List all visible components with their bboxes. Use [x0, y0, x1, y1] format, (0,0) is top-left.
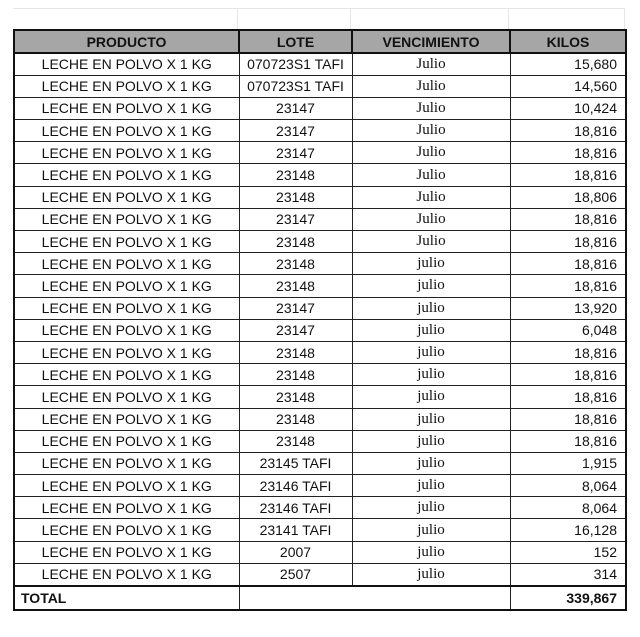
cell-lote: 23145 TAFI: [239, 452, 352, 474]
cell-producto: LECHE EN POLVO X 1 KG: [14, 341, 239, 363]
cell-producto: LECHE EN POLVO X 1 KG: [14, 297, 239, 319]
cell-kilos: 18,816: [510, 275, 626, 297]
cell-kilos: 314: [510, 563, 626, 585]
cell-kilos: 18,816: [510, 142, 626, 164]
cell-vencimiento: julio: [352, 275, 510, 297]
total-value: 339,867: [510, 586, 626, 610]
table-row: [14, 341, 626, 363]
header-kilos: KILOS: [510, 30, 626, 53]
header-producto: PRODUCTO: [14, 30, 239, 53]
cell-vencimiento: Julio: [352, 53, 510, 75]
cell-producto: LECHE EN POLVO X 1 KG: [14, 97, 239, 119]
cell-vencimiento: julio: [352, 319, 510, 341]
cell-vencimiento: Julio: [352, 186, 510, 208]
cell-producto: LECHE EN POLVO X 1 KG: [14, 319, 239, 341]
total-label: TOTAL: [14, 586, 239, 610]
cell-vencimiento: Julio: [352, 97, 510, 119]
table-row: [14, 497, 626, 519]
cell-producto: LECHE EN POLVO X 1 KG: [14, 519, 239, 541]
table-row: [14, 430, 626, 452]
cell-vencimiento: julio: [352, 386, 510, 408]
cell-kilos: 14,560: [510, 75, 626, 97]
cell-producto: LECHE EN POLVO X 1 KG: [14, 253, 239, 275]
cell-producto: LECHE EN POLVO X 1 KG: [14, 364, 239, 386]
table-row: [14, 208, 626, 230]
table-row: [14, 319, 626, 341]
cell-lote: 23147: [239, 97, 352, 119]
cell-kilos: 18,806: [510, 186, 626, 208]
cell-kilos: 13,920: [510, 297, 626, 319]
cell-kilos: 8,064: [510, 475, 626, 497]
cell-kilos: 18,816: [510, 386, 626, 408]
empty-spreadsheet-row: [13, 8, 625, 29]
table-row: [14, 97, 626, 119]
cell-kilos: 10,424: [510, 97, 626, 119]
cell-lote: 23141 TAFI: [239, 519, 352, 541]
cell-lote: 23148: [239, 253, 352, 275]
table-row: [14, 164, 626, 186]
cell-lote: 23148: [239, 430, 352, 452]
cell-lote: 23148: [239, 275, 352, 297]
cell-producto: LECHE EN POLVO X 1 KG: [14, 430, 239, 452]
cell-vencimiento: Julio: [352, 208, 510, 230]
cell-producto: LECHE EN POLVO X 1 KG: [14, 452, 239, 474]
cell-vencimiento: julio: [352, 297, 510, 319]
cell-lote: 2507: [239, 563, 352, 585]
table-header: [14, 30, 626, 53]
table-row: [14, 386, 626, 408]
header-vencimiento: VENCIMIENTO: [352, 30, 510, 53]
cell-kilos: 152: [510, 541, 626, 563]
cell-producto: LECHE EN POLVO X 1 KG: [14, 142, 239, 164]
table-row: [14, 364, 626, 386]
cell-lote: 23148: [239, 341, 352, 363]
cell-lote: 23147: [239, 142, 352, 164]
cell-vencimiento: julio: [352, 497, 510, 519]
cell-kilos: 6,048: [510, 319, 626, 341]
cell-kilos: 18,816: [510, 408, 626, 430]
table-row: [14, 275, 626, 297]
cell-kilos: 18,816: [510, 120, 626, 142]
cell-lote: 23148: [239, 186, 352, 208]
table-row: [14, 297, 626, 319]
table-footer: [14, 586, 626, 610]
cell-vencimiento: julio: [352, 541, 510, 563]
table-row: [14, 186, 626, 208]
cell-producto: LECHE EN POLVO X 1 KG: [14, 541, 239, 563]
cell-lote: 23148: [239, 164, 352, 186]
cell-producto: LECHE EN POLVO X 1 KG: [14, 208, 239, 230]
cell-lote: 23146 TAFI: [239, 475, 352, 497]
cell-producto: LECHE EN POLVO X 1 KG: [14, 563, 239, 585]
table-row: [14, 120, 626, 142]
cell-producto: LECHE EN POLVO X 1 KG: [14, 164, 239, 186]
cell-kilos: 18,816: [510, 253, 626, 275]
spreadsheet: [13, 8, 625, 611]
cell-vencimiento: julio: [352, 253, 510, 275]
cell-producto: LECHE EN POLVO X 1 KG: [14, 408, 239, 430]
table-row: [14, 253, 626, 275]
cell-vencimiento: julio: [352, 408, 510, 430]
table-row: [14, 519, 626, 541]
table-row: [14, 452, 626, 474]
cell-kilos: 1,915: [510, 452, 626, 474]
cell-kilos: 18,816: [510, 164, 626, 186]
cell-producto: LECHE EN POLVO X 1 KG: [14, 231, 239, 253]
cell-vencimiento: julio: [352, 563, 510, 585]
cell-kilos: 18,816: [510, 341, 626, 363]
products-table: [13, 29, 627, 611]
cell-producto: LECHE EN POLVO X 1 KG: [14, 497, 239, 519]
cell-lote: 23148: [239, 386, 352, 408]
cell-vencimiento: Julio: [352, 120, 510, 142]
cell-lote: 070723S1 TAFI: [239, 75, 352, 97]
cell-kilos: 18,816: [510, 231, 626, 253]
cell-producto: LECHE EN POLVO X 1 KG: [14, 53, 239, 75]
cell-kilos: 18,816: [510, 208, 626, 230]
table-row: [14, 408, 626, 430]
header-lote: LOTE: [239, 30, 352, 53]
cell-lote: 23147: [239, 208, 352, 230]
cell-vencimiento: julio: [352, 475, 510, 497]
cell-lote: 23148: [239, 231, 352, 253]
cell-kilos: 18,816: [510, 364, 626, 386]
cell-lote: 23147: [239, 319, 352, 341]
cell-producto: LECHE EN POLVO X 1 KG: [14, 386, 239, 408]
cell-lote: 23147: [239, 120, 352, 142]
cell-vencimiento: julio: [352, 452, 510, 474]
cell-lote: 23147: [239, 297, 352, 319]
cell-vencimiento: Julio: [352, 75, 510, 97]
cell-lote: 23148: [239, 364, 352, 386]
cell-kilos: 15,680: [510, 53, 626, 75]
table-body: [14, 53, 626, 586]
cell-lote: 2007: [239, 541, 352, 563]
table-row: [14, 75, 626, 97]
table-row: [14, 142, 626, 164]
table-row: [14, 53, 626, 75]
total-row: [14, 586, 626, 610]
table-row: [14, 231, 626, 253]
cell-vencimiento: julio: [352, 430, 510, 452]
cell-kilos: 16,128: [510, 519, 626, 541]
header-row: [14, 30, 626, 53]
cell-producto: LECHE EN POLVO X 1 KG: [14, 75, 239, 97]
cell-vencimiento: julio: [352, 364, 510, 386]
cell-lote: 23148: [239, 408, 352, 430]
cell-vencimiento: julio: [352, 341, 510, 363]
table-row: [14, 475, 626, 497]
cell-vencimiento: Julio: [352, 164, 510, 186]
cell-vencimiento: julio: [352, 519, 510, 541]
cell-vencimiento: Julio: [352, 231, 510, 253]
cell-producto: LECHE EN POLVO X 1 KG: [14, 475, 239, 497]
cell-lote: 23146 TAFI: [239, 497, 352, 519]
cell-producto: LECHE EN POLVO X 1 KG: [14, 120, 239, 142]
cell-lote: 070723S1 TAFI: [239, 53, 352, 75]
cell-producto: LECHE EN POLVO X 1 KG: [14, 186, 239, 208]
cell-vencimiento: Julio: [352, 142, 510, 164]
total-empty-cell: [352, 586, 510, 610]
cell-producto: LECHE EN POLVO X 1 KG: [14, 275, 239, 297]
table-row: [14, 541, 626, 563]
table-row: [14, 563, 626, 585]
cell-kilos: 8,064: [510, 497, 626, 519]
total-empty-cell: [239, 586, 352, 610]
cell-kilos: 18,816: [510, 430, 626, 452]
